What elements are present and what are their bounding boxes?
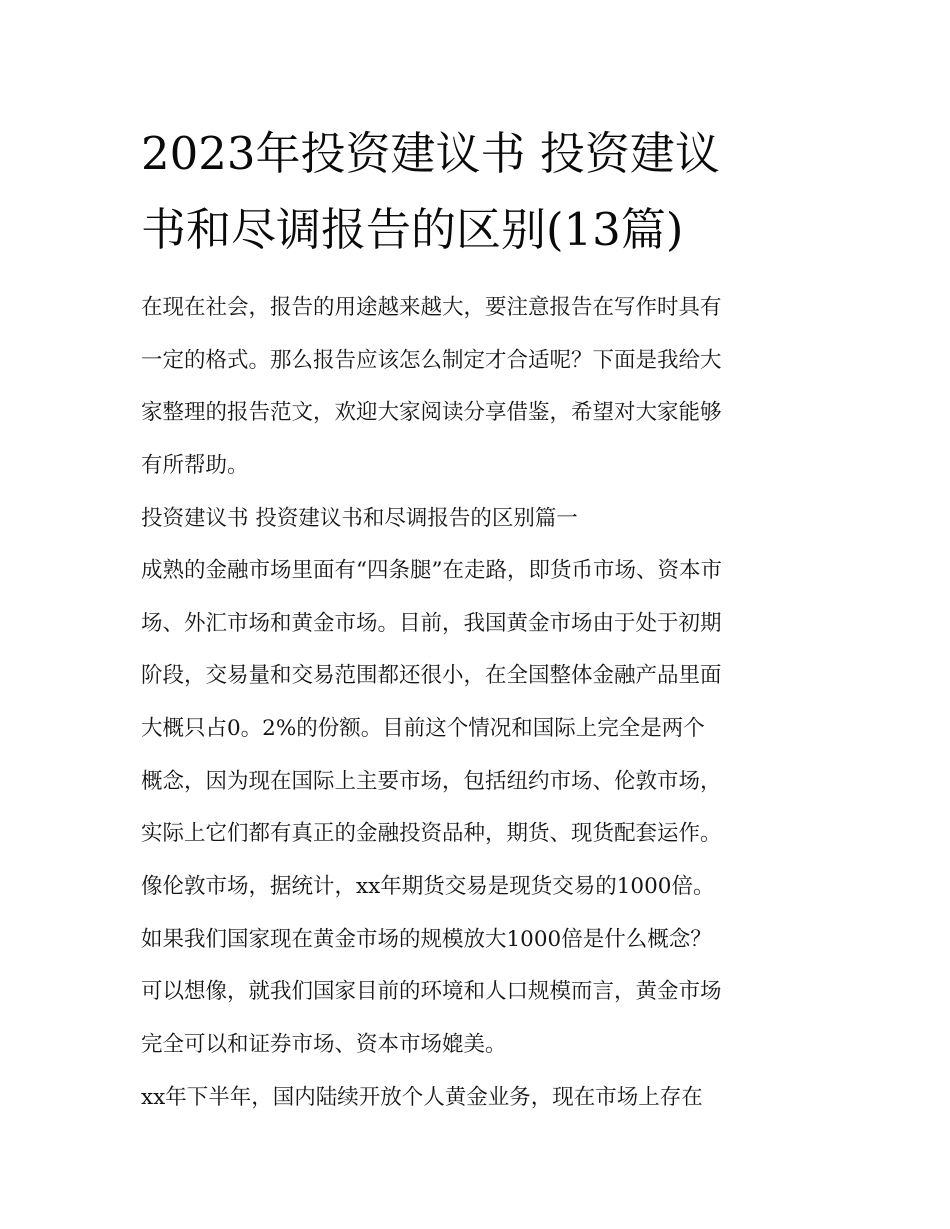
text-line: 概念，因为现在国际上主要市场，包括纽约市场、伦敦市场， xyxy=(141,768,722,794)
text-line: 有所帮助。 xyxy=(141,453,249,479)
text-line: 一定的格式。那么报告应该怎么制定才合适呢？下面是我给大 xyxy=(141,347,722,373)
text-line: 如果我们国家现在黄金市场的规模放大1000倍是什么概念？ xyxy=(141,926,712,952)
section-heading: 投资建议书 投资建议书和尽调报告的区别篇一 xyxy=(141,505,578,531)
text-line: 家整理的报告范文，欢迎大家阅读分享借鉴，希望对大家能够 xyxy=(141,400,722,426)
intro-paragraph xyxy=(141,282,813,493)
body-paragraph xyxy=(141,545,813,1072)
title-line: 书和尽调报告的区别(13篇) xyxy=(141,203,684,256)
text-line: 实际上它们都有真正的金融投资品种，期货、现货配套运作。 xyxy=(141,821,722,847)
document-content xyxy=(141,116,813,1125)
text-line: 阶段，交易量和交易范围都还很小，在全国整体金融产品里面 xyxy=(141,663,722,689)
continued-paragraph xyxy=(141,1072,813,1125)
text-line: 大概只占0。2%的份额。目前这个情况和国际上完全是两个 xyxy=(141,715,705,741)
text-line: 完全可以和证券市场、资本市场媲美。 xyxy=(141,1032,507,1058)
text-line: 场、外汇市场和黄金市场。目前，我国黄金市场由于处于初期 xyxy=(141,610,722,636)
title-line: 2023年投资建议书 投资建议 xyxy=(141,127,720,180)
text-line: 像伦敦市场，据统计，xx年期货交易是现货交易的1000倍。 xyxy=(141,874,715,900)
text-line: 在现在社会，报告的用途越来越大，要注意报告在写作时具有 xyxy=(141,295,722,320)
document-title xyxy=(141,116,813,268)
text-line: 成熟的金融市场里面有“四条腿”在走路，即货币市场、资本市 xyxy=(141,557,722,583)
text-line: 可以想像，就我们国家目前的环境和人口规模而言，黄金市场 xyxy=(141,979,722,1005)
text-line: xx年下半年，国内陆续开放个人黄金业务，现在市场上存在 xyxy=(141,1084,703,1110)
